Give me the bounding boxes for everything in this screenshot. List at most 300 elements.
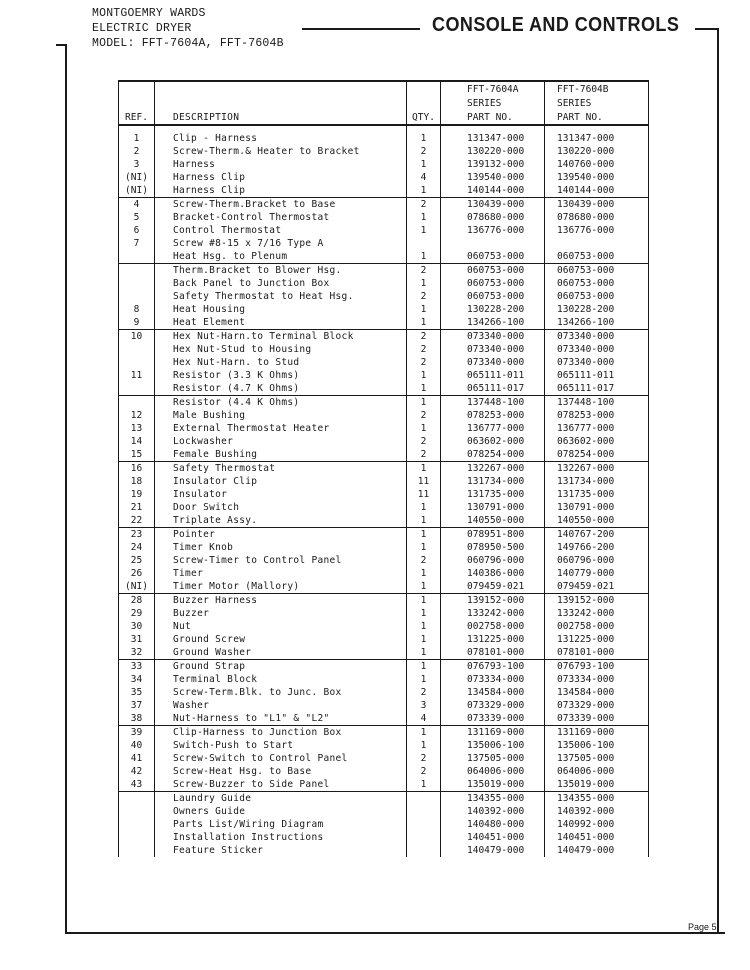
description-cell: Insulator Clip <box>155 475 407 488</box>
table-row <box>119 528 649 542</box>
ref-cell: 41 <box>119 752 155 765</box>
ref-cell: 9 <box>119 316 155 330</box>
ref-cell: 5 <box>119 211 155 224</box>
series-a-part-cell: 065111-017 <box>441 382 545 396</box>
series-a-part-cell: 140480-000 <box>441 818 545 831</box>
series-a-part-cell: 139540-000 <box>441 171 545 184</box>
ref-cell <box>119 290 155 303</box>
title-rule <box>302 28 420 30</box>
ref-cell: 12 <box>119 409 155 422</box>
series-b-part-cell: 060796-000 <box>545 554 649 567</box>
description-cell: Hex Nut-Harn. to Stud <box>155 356 407 369</box>
qty-cell: 2 <box>407 356 441 369</box>
qty-cell: 2 <box>407 264 441 278</box>
qty-cell: 11 <box>407 475 441 488</box>
description-cell: Screw-Therm.& Heater to Bracket <box>155 145 407 158</box>
table-row <box>119 488 649 501</box>
table-row <box>119 145 649 158</box>
series-b-part-cell: 063602-000 <box>545 435 649 448</box>
series-b-part-cell: 065111-011 <box>545 369 649 382</box>
table-row <box>119 316 649 330</box>
ref-cell: (NI) <box>119 184 155 198</box>
series-b-part-cell: 078253-000 <box>545 409 649 422</box>
description-cell: External Thermostat Heater <box>155 422 407 435</box>
ref-cell: 33 <box>119 660 155 674</box>
table-row <box>119 752 649 765</box>
qty-cell <box>407 805 441 818</box>
series-b-part-cell: 131225-000 <box>545 633 649 646</box>
series-a-part-cell: 139132-000 <box>441 158 545 171</box>
qty-cell: 2 <box>407 765 441 778</box>
qty-cell: 2 <box>407 448 441 462</box>
series-b-part-cell: 140767-200 <box>545 528 649 542</box>
qty-cell: 1 <box>407 673 441 686</box>
title-tail-rule <box>695 28 719 30</box>
series-a-part-cell: 060796-000 <box>441 554 545 567</box>
description-cell: Pointer <box>155 528 407 542</box>
qty-cell: 1 <box>407 633 441 646</box>
description-cell: Owners Guide <box>155 805 407 818</box>
series-a-part-cell: 140451-000 <box>441 831 545 844</box>
description-cell: Switch-Push to Start <box>155 739 407 752</box>
series-a-part-cell: 130228-200 <box>441 303 545 316</box>
description-cell: Terminal Block <box>155 673 407 686</box>
ref-cell: 31 <box>119 633 155 646</box>
table-row <box>119 541 649 554</box>
qty-cell: 1 <box>407 277 441 290</box>
series-b-part-cell: 130220-000 <box>545 145 649 158</box>
table-row <box>119 554 649 567</box>
qty-cell: 2 <box>407 290 441 303</box>
ref-cell: 16 <box>119 462 155 476</box>
table-row <box>119 633 649 646</box>
table-row <box>119 514 649 528</box>
table-row <box>119 290 649 303</box>
series-a-part-cell: 060753-000 <box>441 290 545 303</box>
ref-cell: (NI) <box>119 580 155 594</box>
series-b-part-cell: 135019-000 <box>545 778 649 792</box>
ref-cell: 23 <box>119 528 155 542</box>
description-cell: Buzzer <box>155 607 407 620</box>
frame-left-border <box>65 44 67 934</box>
qty-cell: 1 <box>407 422 441 435</box>
ref-cell: (NI) <box>119 171 155 184</box>
ref-cell: 22 <box>119 514 155 528</box>
description-cell: Lockwasher <box>155 435 407 448</box>
table-row <box>119 805 649 818</box>
description-cell: Male Bushing <box>155 409 407 422</box>
table-row <box>119 765 649 778</box>
description-cell: Harness Clip <box>155 171 407 184</box>
series-a-part-cell: 140386-000 <box>441 567 545 580</box>
series-b-part-cell: 078680-000 <box>545 211 649 224</box>
series-a-part-cell: 060753-000 <box>441 250 545 264</box>
ref-cell: 29 <box>119 607 155 620</box>
qty-cell: 1 <box>407 132 441 145</box>
series-a-part-cell: 078253-000 <box>441 409 545 422</box>
document-header <box>92 6 284 51</box>
qty-cell: 2 <box>407 409 441 422</box>
description-cell: Resistor (3.3 K Ohms) <box>155 369 407 382</box>
series-b-part-cell: 136777-000 <box>545 422 649 435</box>
qty-cell: 1 <box>407 594 441 608</box>
description-cell: Timer Motor (Mallory) <box>155 580 407 594</box>
description-cell: Screw #8-15 x 7/16 Type A <box>155 237 407 250</box>
ref-cell: 8 <box>119 303 155 316</box>
series-b-part-cell: 140779-000 <box>545 567 649 580</box>
description-cell: Ground Washer <box>155 646 407 660</box>
series-b-part-cell: 078101-000 <box>545 646 649 660</box>
ref-cell <box>119 382 155 396</box>
qty-cell: 1 <box>407 501 441 514</box>
ref-cell: 39 <box>119 726 155 740</box>
ref-cell <box>119 250 155 264</box>
series-b-part-cell: 073340-000 <box>545 356 649 369</box>
series-b-part-cell: 065111-017 <box>545 382 649 396</box>
series-b-part-cell: 060753-000 <box>545 277 649 290</box>
description-cell: Harness Clip <box>155 184 407 198</box>
description-cell: Timer Knob <box>155 541 407 554</box>
table-row <box>119 778 649 792</box>
description-cell: Heat Housing <box>155 303 407 316</box>
series-a-part-cell: 134355-000 <box>441 792 545 806</box>
ref-cell <box>119 805 155 818</box>
series-a-part-cell: 131225-000 <box>441 633 545 646</box>
ref-cell: 35 <box>119 686 155 699</box>
qty-cell: 1 <box>407 369 441 382</box>
page-number: Page 5 <box>688 922 717 932</box>
table-row <box>119 356 649 369</box>
series-b-part-cell: 079459-021 <box>545 580 649 594</box>
description-cell: Clip - Harness <box>155 132 407 145</box>
product-line: ELECTRIC DRYER <box>92 22 192 35</box>
qty-cell: 2 <box>407 330 441 344</box>
description-cell: Harness <box>155 158 407 171</box>
series-b-part-cell: 073334-000 <box>545 673 649 686</box>
table-row <box>119 607 649 620</box>
series-b-part-cell: 002758-000 <box>545 620 649 633</box>
qty-cell: 1 <box>407 778 441 792</box>
table-row <box>119 501 649 514</box>
series-b-part-cell: 060753-000 <box>545 264 649 278</box>
table-row <box>119 158 649 171</box>
table-row <box>119 184 649 198</box>
qty-header: QTY. <box>407 110 441 125</box>
series-b-part-cell: 136776-000 <box>545 224 649 237</box>
series-a-part-cell: 133242-000 <box>441 607 545 620</box>
qty-cell <box>407 831 441 844</box>
qty-cell: 1 <box>407 396 441 410</box>
qty-cell: 2 <box>407 752 441 765</box>
series-a-part-cell: 137505-000 <box>441 752 545 765</box>
series-a-part-cell: 079459-021 <box>441 580 545 594</box>
series-a-part-cell: 136776-000 <box>441 224 545 237</box>
series-b-part-cell: 073340-000 <box>545 343 649 356</box>
qty-cell: 1 <box>407 528 441 542</box>
description-cell: Screw-Timer to Control Panel <box>155 554 407 567</box>
ref-cell: 43 <box>119 778 155 792</box>
series-b-part-cell: 130228-200 <box>545 303 649 316</box>
ref-cell: 7 <box>119 237 155 250</box>
table-row <box>119 250 649 264</box>
description-cell: Nut-Harness to "L1" & "L2" <box>155 712 407 726</box>
qty-cell: 1 <box>407 462 441 476</box>
series-a-part-cell: 078101-000 <box>441 646 545 660</box>
description-cell: Resistor (4.4 K Ohms) <box>155 396 407 410</box>
qty-cell: 2 <box>407 686 441 699</box>
table-row <box>119 844 649 857</box>
page-title: CONSOLE AND CONTROLS <box>432 14 680 36</box>
series-a-part-cell: 131169-000 <box>441 726 545 740</box>
series-a-partno-header: PART NO. <box>441 110 545 125</box>
series-b-part-cell: 130439-000 <box>545 198 649 212</box>
description-cell: Clip-Harness to Junction Box <box>155 726 407 740</box>
series-a-part-cell: 073334-000 <box>441 673 545 686</box>
series-b-part-cell: 134266-100 <box>545 316 649 330</box>
table-row <box>119 171 649 184</box>
parts-table <box>118 80 649 857</box>
ref-cell: 19 <box>119 488 155 501</box>
qty-cell: 1 <box>407 646 441 660</box>
series-b-part-cell: 073340-000 <box>545 330 649 344</box>
series-a-part-cell: 078951-800 <box>441 528 545 542</box>
table-row <box>119 739 649 752</box>
parts-table-body <box>119 125 649 857</box>
series-b-partno-header: PART NO. <box>545 110 649 125</box>
series-b-part-cell: 139152-000 <box>545 594 649 608</box>
series-a-part-cell <box>441 237 545 250</box>
ref-cell: 6 <box>119 224 155 237</box>
table-row <box>119 726 649 740</box>
series-b-label: SERIES <box>545 96 649 110</box>
series-b-part-cell: 131169-000 <box>545 726 649 740</box>
table-row <box>119 475 649 488</box>
series-b-part-cell: 060753-000 <box>545 250 649 264</box>
table-row <box>119 567 649 580</box>
series-b-model: FFT-7604B <box>545 81 649 96</box>
ref-cell <box>119 844 155 857</box>
qty-cell: 1 <box>407 224 441 237</box>
description-cell: Hex Nut-Stud to Housing <box>155 343 407 356</box>
series-b-part-cell: 134355-000 <box>545 792 649 806</box>
qty-cell: 4 <box>407 712 441 726</box>
table-row <box>119 224 649 237</box>
model-line: MODEL: FFT-7604A, FFT-7604B <box>92 37 284 50</box>
table-row <box>119 198 649 212</box>
table-row <box>119 818 649 831</box>
series-b-part-cell: 131734-000 <box>545 475 649 488</box>
ref-cell: 11 <box>119 369 155 382</box>
series-b-part-cell: 140392-000 <box>545 805 649 818</box>
series-b-part-cell: 135006-100 <box>545 739 649 752</box>
series-b-part-cell: 140144-000 <box>545 184 649 198</box>
series-b-part-cell: 132267-000 <box>545 462 649 476</box>
series-a-part-cell: 134266-100 <box>441 316 545 330</box>
series-a-part-cell: 130439-000 <box>441 198 545 212</box>
description-cell: Timer <box>155 567 407 580</box>
series-a-part-cell: 134584-000 <box>441 686 545 699</box>
series-a-part-cell: 136777-000 <box>441 422 545 435</box>
series-a-part-cell: 078254-000 <box>441 448 545 462</box>
description-cell: Resistor (4.7 K Ohms) <box>155 382 407 396</box>
description-cell: Therm.Bracket to Blower Hsg. <box>155 264 407 278</box>
description-cell: Screw-Switch to Control Panel <box>155 752 407 765</box>
table-row <box>119 462 649 476</box>
table-row <box>119 343 649 356</box>
series-b-part-cell: 139540-000 <box>545 171 649 184</box>
table-row <box>119 396 649 410</box>
ref-cell <box>119 264 155 278</box>
ref-cell <box>119 818 155 831</box>
frame-bottom-border <box>65 932 725 934</box>
description-cell: Laundry Guide <box>155 792 407 806</box>
description-cell: Triplate Assy. <box>155 514 407 528</box>
series-a-part-cell: 140144-000 <box>441 184 545 198</box>
qty-cell <box>407 818 441 831</box>
table-row <box>119 132 649 145</box>
ref-cell <box>119 792 155 806</box>
table-row <box>119 712 649 726</box>
ref-cell: 42 <box>119 765 155 778</box>
description-cell: Screw-Heat Hsg. to Base <box>155 765 407 778</box>
description-cell: Safety Thermostat <box>155 462 407 476</box>
series-a-label: SERIES <box>441 96 545 110</box>
series-b-part-cell: 137448-100 <box>545 396 649 410</box>
series-a-part-cell: 131735-000 <box>441 488 545 501</box>
description-cell: Nut <box>155 620 407 633</box>
series-a-part-cell: 063602-000 <box>441 435 545 448</box>
qty-cell: 1 <box>407 382 441 396</box>
description-cell: Screw-Term.Blk. to Junc. Box <box>155 686 407 699</box>
ref-cell: 10 <box>119 330 155 344</box>
series-a-part-cell: 076793-100 <box>441 660 545 674</box>
description-cell: Installation Instructions <box>155 831 407 844</box>
qty-cell: 1 <box>407 580 441 594</box>
ref-cell <box>119 831 155 844</box>
series-b-part-cell: 140451-000 <box>545 831 649 844</box>
qty-cell <box>407 792 441 806</box>
qty-cell: 1 <box>407 250 441 264</box>
description-cell: Ground Strap <box>155 660 407 674</box>
ref-cell <box>119 356 155 369</box>
table-row <box>119 382 649 396</box>
table-row <box>119 409 649 422</box>
series-a-part-cell: 073340-000 <box>441 356 545 369</box>
qty-cell: 1 <box>407 620 441 633</box>
qty-cell: 2 <box>407 554 441 567</box>
description-cell: Parts List/Wiring Diagram <box>155 818 407 831</box>
table-row <box>119 448 649 462</box>
table-row <box>119 686 649 699</box>
qty-cell: 2 <box>407 343 441 356</box>
ref-cell: 38 <box>119 712 155 726</box>
qty-cell: 1 <box>407 514 441 528</box>
series-b-part-cell <box>545 237 649 250</box>
description-cell: Hex Nut-Harn.to Terminal Block <box>155 330 407 344</box>
series-a-part-cell: 065111-011 <box>441 369 545 382</box>
series-a-part-cell: 135019-000 <box>441 778 545 792</box>
series-b-part-cell: 149766-200 <box>545 541 649 554</box>
description-cell: Control Thermostat <box>155 224 407 237</box>
qty-cell: 2 <box>407 198 441 212</box>
table-row <box>119 211 649 224</box>
series-a-part-cell: 130220-000 <box>441 145 545 158</box>
series-b-part-cell: 134584-000 <box>545 686 649 699</box>
qty-cell: 2 <box>407 435 441 448</box>
ref-cell: 26 <box>119 567 155 580</box>
description-cell: Washer <box>155 699 407 712</box>
ref-cell: 4 <box>119 198 155 212</box>
series-b-part-cell: 130791-000 <box>545 501 649 514</box>
series-a-part-cell: 073329-000 <box>441 699 545 712</box>
series-a-part-cell: 139152-000 <box>441 594 545 608</box>
series-a-part-cell: 078680-000 <box>441 211 545 224</box>
series-b-part-cell: 073329-000 <box>545 699 649 712</box>
ref-cell: 30 <box>119 620 155 633</box>
series-b-part-cell: 137505-000 <box>545 752 649 765</box>
qty-cell: 1 <box>407 726 441 740</box>
series-a-part-cell: 060753-000 <box>441 277 545 290</box>
series-b-part-cell: 073339-000 <box>545 712 649 726</box>
series-b-part-cell: 131347-000 <box>545 132 649 145</box>
qty-cell: 1 <box>407 303 441 316</box>
table-row <box>119 792 649 806</box>
qty-cell: 1 <box>407 541 441 554</box>
ref-cell: 37 <box>119 699 155 712</box>
description-cell: Screw-Buzzer to Side Panel <box>155 778 407 792</box>
table-row <box>119 237 649 250</box>
series-a-part-cell: 078950-500 <box>441 541 545 554</box>
series-b-part-cell: 076793-100 <box>545 660 649 674</box>
series-a-part-cell: 137448-100 <box>441 396 545 410</box>
description-cell: Door Switch <box>155 501 407 514</box>
series-a-part-cell: 140479-000 <box>441 844 545 857</box>
series-a-part-cell: 064006-000 <box>441 765 545 778</box>
series-a-part-cell: 140392-000 <box>441 805 545 818</box>
series-b-part-cell: 140479-000 <box>545 844 649 857</box>
description-cell: Insulator <box>155 488 407 501</box>
ref-cell <box>119 396 155 410</box>
ref-cell: 15 <box>119 448 155 462</box>
series-a-part-cell: 132267-000 <box>441 462 545 476</box>
ref-header: REF. <box>119 110 155 125</box>
qty-cell <box>407 844 441 857</box>
qty-cell: 2 <box>407 145 441 158</box>
qty-cell: 1 <box>407 607 441 620</box>
series-b-part-cell: 140760-000 <box>545 158 649 171</box>
series-a-part-cell: 073340-000 <box>441 330 545 344</box>
qty-cell: 1 <box>407 184 441 198</box>
ref-cell: 13 <box>119 422 155 435</box>
series-b-part-cell: 060753-000 <box>545 290 649 303</box>
ref-cell <box>119 277 155 290</box>
qty-cell: 11 <box>407 488 441 501</box>
series-b-part-cell: 131735-000 <box>545 488 649 501</box>
qty-cell: 1 <box>407 316 441 330</box>
series-a-part-cell: 131734-000 <box>441 475 545 488</box>
qty-cell: 1 <box>407 211 441 224</box>
brand-line: MONTGOEMRY WARDS <box>92 7 206 20</box>
description-cell: Feature Sticker <box>155 844 407 857</box>
qty-cell: 1 <box>407 739 441 752</box>
table-row <box>119 699 649 712</box>
series-b-part-cell: 064006-000 <box>545 765 649 778</box>
description-cell: Heat Hsg. to Plenum <box>155 250 407 264</box>
qty-cell: 1 <box>407 567 441 580</box>
series-a-part-cell: 135006-100 <box>441 739 545 752</box>
qty-cell: 3 <box>407 699 441 712</box>
series-a-part-cell: 073340-000 <box>441 343 545 356</box>
